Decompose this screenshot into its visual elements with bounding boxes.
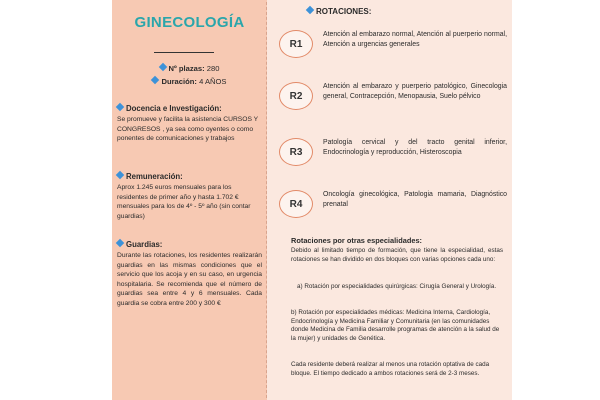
- guardias-heading-row: [117, 240, 262, 249]
- remuneracion-section: [117, 172, 262, 221]
- rotation-badge: R2: [279, 82, 313, 110]
- duracion-label: Duración:: [161, 77, 197, 86]
- left-column: [112, 0, 267, 400]
- otras-footer: Cada residente deberá realizar al menos una rotación optativa de cada bloque. El tiempo dedicado a ambos rotaciones será de 2-3 meses.: [291, 361, 490, 377]
- rotation-badge: R4: [279, 190, 313, 218]
- rotation-badge: R3: [279, 138, 313, 166]
- rotation-row-r4: [279, 190, 507, 224]
- remuneracion-text: Aprox 1.245 euros mensuales para los residentes de primer año y hasta 1.702 € mensuales para los de 4º - 5º año (sin contar guardias): [117, 184, 251, 220]
- blue-diamond-icon: [116, 239, 124, 247]
- plazas-line: [112, 64, 267, 73]
- otras-intro: Debido al limitado tiempo de formación, que tiene la especialidad, estas rotaciones se han dividido en dos bloques con varias opciones cada uno:: [291, 247, 503, 263]
- docencia-section: [117, 104, 262, 144]
- rotation-row-r2: [279, 82, 507, 116]
- guardias-section: [117, 240, 262, 308]
- remuneracion-heading-row: [117, 172, 262, 181]
- blue-diamond-icon: [116, 171, 124, 179]
- otras-option-a: a) Rotación por especialidades quirúrgicas: Cirugía General y Urología.: [297, 283, 497, 290]
- blue-diamond-icon: [158, 63, 166, 71]
- blue-diamond-icon: [306, 6, 314, 14]
- rotation-badge: R1: [279, 30, 313, 58]
- blue-diamond-icon: [116, 103, 124, 111]
- info-sheet: [112, 0, 512, 400]
- right-column: [267, 0, 512, 400]
- duracion-line: [112, 77, 267, 86]
- column-divider: [266, 2, 267, 398]
- otras-heading: Rotaciones por otras especialidades:: [291, 236, 423, 245]
- docencia-heading: Docencia e Investigación:: [126, 104, 222, 113]
- title-underline: [154, 52, 214, 53]
- rotation-text: Atención al embarazo y puerperio patológico, Ginecologia general, Contracepción, Menopausia, Suelo pélvico: [323, 83, 507, 100]
- rotaciones-heading: ROTACIONES:: [316, 7, 372, 16]
- rotation-text: Patología cervical y del tracto genital inferior, Endocrinología y reproducción, Histeroscopia: [323, 139, 507, 156]
- docencia-text: Se promueve y facilita la asistencia CURSOS Y CONGRESOS , ya sea como oyentes o como ponentes de comunicaciones y trabajos: [117, 116, 258, 143]
- rotation-text: Atención al embarazo normal, Atención al puerperio normal, Atención a urgencias generales: [323, 31, 507, 48]
- rotation-row-r1: [279, 30, 507, 64]
- otras-option-b: b) Rotación por especialidades médicas: Medicina Interna, Cardiología, Endocrinología y Medicina Familiar y Comunitaria (en las comunidades donde Medicina de Familia desarrolle programas de atención a la salud de la mujer) y unidades de Genética.: [291, 309, 500, 343]
- page-title: GINECOLOGÍA: [134, 14, 245, 31]
- rotation-row-r3: [279, 138, 507, 172]
- plazas-label: Nº plazas:: [168, 64, 205, 73]
- guardias-heading: Guardias:: [126, 240, 163, 249]
- guardias-text: Durante las rotaciones, los residentes realizarán guardias en las mismas condiciones que el servicio que los acoja y en su caso, en urgencia hospitalaria. Se recomienda que el número de guardias sea entre 4 y 6 mensuales. Cada guardia se cobra entre 200 y 300 €: [117, 252, 262, 307]
- duracion-value: 4 AÑOS: [199, 77, 227, 86]
- blue-diamond-icon: [151, 76, 159, 84]
- rotation-text: Oncología ginecológica, Patologia mamaria, Diagnóstico prenatal: [323, 191, 507, 208]
- rotaciones-heading-row: [307, 7, 371, 16]
- plazas-value: 280: [206, 64, 220, 73]
- remuneracion-heading: Remuneración:: [126, 172, 183, 181]
- docencia-heading-row: [117, 104, 262, 113]
